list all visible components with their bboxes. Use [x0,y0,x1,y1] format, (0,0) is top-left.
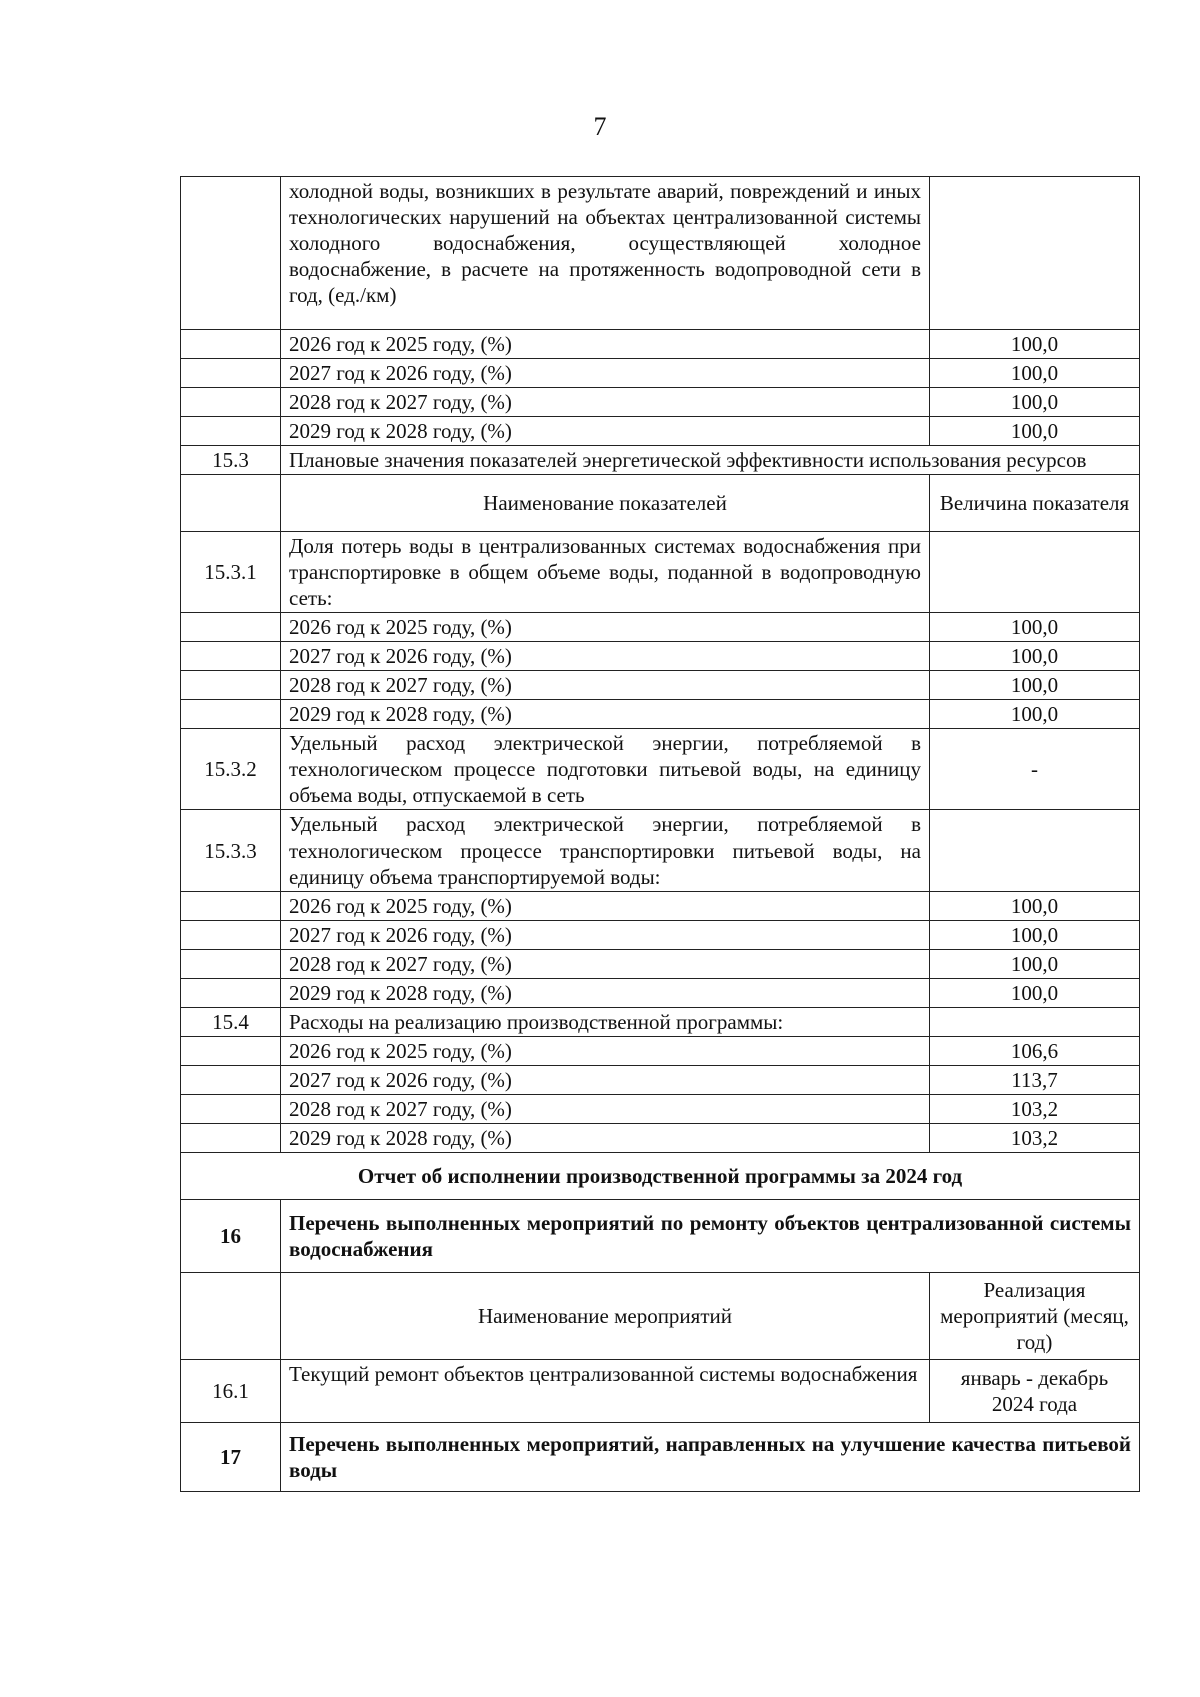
table-row [181,417,1140,446]
year-value: 100,0 [930,388,1140,417]
table-row [181,1036,1140,1065]
year-value: 100,0 [930,330,1140,359]
table-row [181,388,1140,417]
year-value: 100,0 [930,417,1140,446]
indicator-text: Текущий ремонт объектов централизованной системы водоснабжения [281,1359,930,1422]
item-number: 15.3.3 [181,810,281,891]
year-label: 2027 год к 2026 году, (%) [281,920,930,949]
year-value: 113,7 [930,1065,1140,1094]
indicator-text: Удельный расход электрической энергии, потребляемой в технологическом процессе подготовки питьевой воды, на единицу объема воды, отпускаемой в сеть [281,729,930,810]
table-row [181,1422,1140,1491]
table-row [181,446,1140,475]
table-row [181,359,1140,388]
column-header-value: Величина показателя [930,475,1140,532]
table-row [181,1152,1140,1199]
indicator-value: - [930,729,1140,810]
year-label: 2026 год к 2025 году, (%) [281,613,930,642]
table-row [181,920,1140,949]
table-row [181,177,1140,330]
item-number: 15.3.1 [181,532,281,613]
year-value: 100,0 [930,613,1140,642]
column-header-name: Наименование показателей [281,475,930,532]
section-heading: Перечень выполненных мероприятий по ремонту объектов централизованной системы водоснабжения [281,1199,1140,1272]
indicator-value [930,177,1140,330]
year-value: 100,0 [930,359,1140,388]
item-number: 15.3 [181,446,281,475]
item-number: 15.3.2 [181,729,281,810]
table-row [181,949,1140,978]
item-number: 15.4 [181,1007,281,1036]
year-value: 100,0 [930,642,1140,671]
year-value: 103,2 [930,1094,1140,1123]
table-row [181,729,1140,810]
table-row [181,978,1140,1007]
year-label: 2026 год к 2025 году, (%) [281,330,930,359]
table-row [181,1007,1140,1036]
year-value: 100,0 [930,949,1140,978]
year-label: 2028 год к 2027 году, (%) [281,388,930,417]
column-header-name: Наименование мероприятий [281,1272,930,1359]
report-title: Отчет об исполнении производственной программы за 2024 год [181,1152,1140,1199]
year-label: 2027 год к 2026 году, (%) [281,1065,930,1094]
item-number [181,177,281,330]
item-number: 16.1 [181,1359,281,1422]
year-label: 2026 год к 2025 году, (%) [281,891,930,920]
table-row [181,1199,1140,1272]
year-value: 103,2 [930,1123,1140,1152]
table-row [181,671,1140,700]
page-number: 7 [593,112,607,141]
table-row [181,1094,1140,1123]
year-label: 2028 год к 2027 году, (%) [281,1094,930,1123]
item-number: 16 [181,1199,281,1272]
indicator-text: Удельный расход электрической энергии, потребляемой в технологическом процессе транспортировки питьевой воды, на единицу объема транспортируемой воды: [281,810,930,891]
year-value: 100,0 [930,671,1140,700]
section-heading: Плановые значения показателей энергетической эффективности использования ресурсов [281,446,1140,475]
table-row [181,1359,1140,1422]
item-number: 17 [181,1422,281,1491]
table-row [181,700,1140,729]
table-header-row [181,475,1140,532]
year-label: 2029 год к 2028 году, (%) [281,417,930,446]
indicator-value: январь - декабрь 2024 года [930,1359,1140,1422]
table-header-row [181,1272,1140,1359]
year-value: 100,0 [930,978,1140,1007]
year-value: 100,0 [930,891,1140,920]
table-row [181,810,1140,891]
table-row [181,642,1140,671]
year-value: 100,0 [930,700,1140,729]
year-label: 2029 год к 2028 году, (%) [281,700,930,729]
year-label: 2027 год к 2026 году, (%) [281,359,930,388]
table-row [181,330,1140,359]
year-label: 2028 год к 2027 году, (%) [281,671,930,700]
year-label: 2028 год к 2027 году, (%) [281,949,930,978]
indicator-text: Доля потерь воды в централизованных системах водоснабжения при транспортировке в общем объеме воды, поданной в водопроводную сеть: [281,532,930,613]
table-row [181,532,1140,613]
section-heading: Перечень выполненных мероприятий, направленных на улучшение качества питьевой воды [281,1422,1140,1491]
year-value: 106,6 [930,1036,1140,1065]
table-row [181,1123,1140,1152]
indicator-text: Расходы на реализацию производственной программы: [281,1007,930,1036]
table-row [181,891,1140,920]
year-label: 2029 год к 2028 году, (%) [281,978,930,1007]
year-label: 2029 год к 2028 году, (%) [281,1123,930,1152]
column-header-value: Реализация мероприятий (месяц, год) [930,1272,1140,1359]
table-row [181,1065,1140,1094]
year-value: 100,0 [930,920,1140,949]
table-row [181,613,1140,642]
year-label: 2026 год к 2025 году, (%) [281,1036,930,1065]
indicators-table [180,176,1140,1492]
indicator-text: холодной воды, возникших в результате аварий, повреждений и иных технологических нарушений на объектах централизованной системы холодного водоснабжения, осуществляющей холодное водоснабжение, в расчете на протяженность водопроводной сети в год, (ед./км) [281,177,930,330]
year-label: 2027 год к 2026 году, (%) [281,642,930,671]
